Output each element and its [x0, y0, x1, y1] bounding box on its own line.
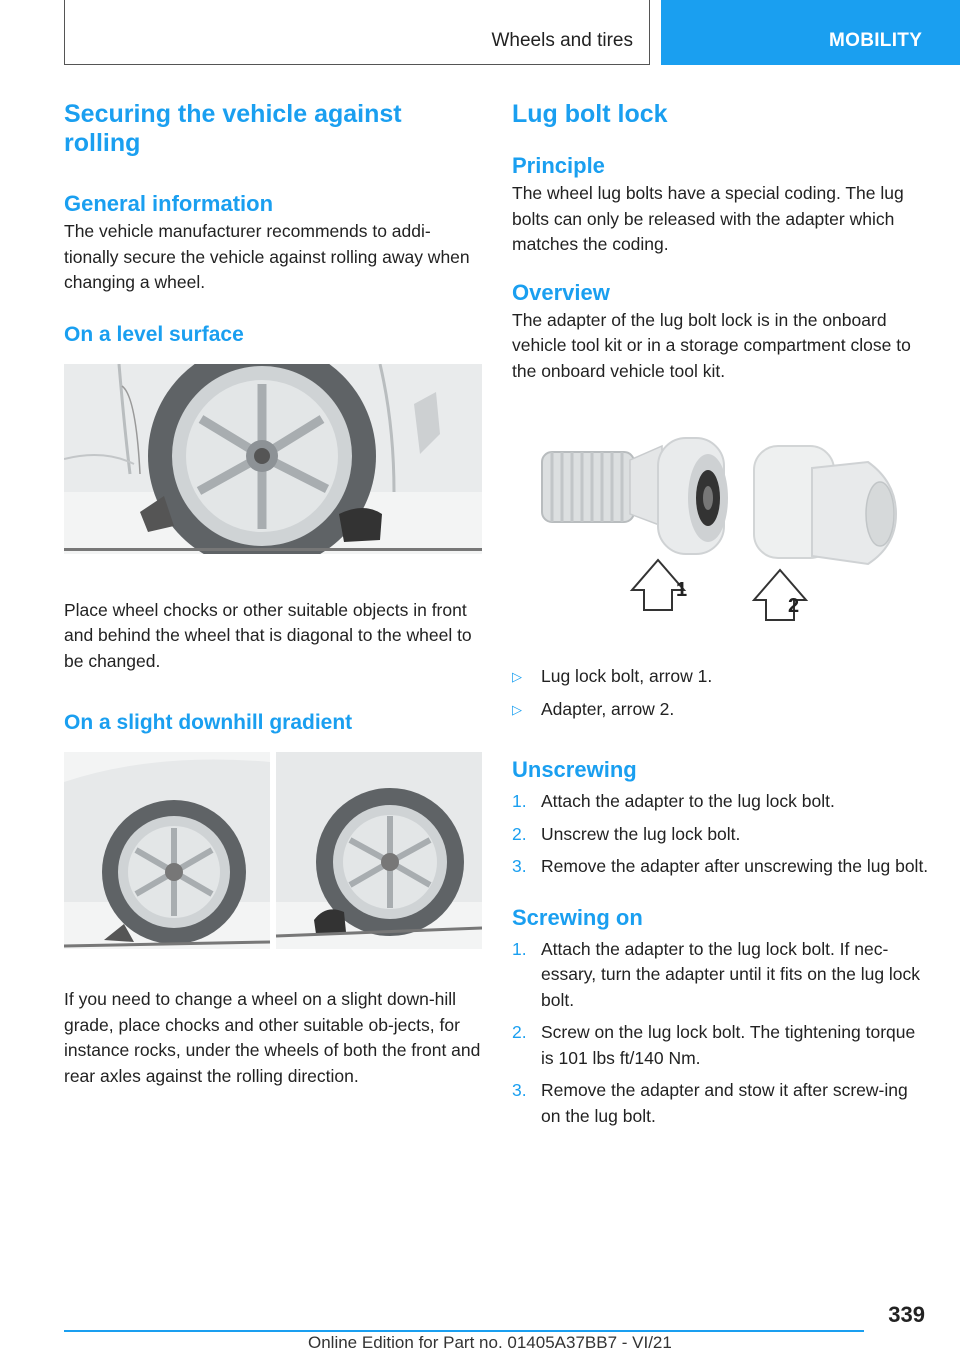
- lug-bolt-figure: [512, 428, 912, 624]
- list-item: 3. Remove the adapter after unscrewing the lug bolt.: [512, 856, 929, 876]
- header-chapter-title: MOBILITY: [829, 30, 923, 51]
- list-item: 2. Unscrew the lug lock bolt.: [512, 823, 741, 844]
- level-surface-figure: [64, 364, 482, 554]
- screwing-on-heading: Screwing on: [512, 904, 643, 930]
- downhill-chocks-illustration: [64, 752, 482, 949]
- unscrewing-heading: Unscrewing: [512, 757, 637, 782]
- overview-list: [512, 664, 932, 722]
- list-item: ▷ Lug lock bolt, arrow 1.: [512, 664, 932, 690]
- triangle-bullet-icon: ▷: [512, 701, 522, 717]
- principle-heading: Principle: [512, 153, 605, 178]
- general-information-heading: General information: [64, 191, 274, 216]
- securing-title: Securing the vehicle against rolling: [64, 100, 402, 157]
- overview-heading: Overview: [512, 279, 610, 305]
- list-item: 2. Screw on the lug lock bolt. The tightening torque is 101 lbs ft/140 Nm.: [512, 1022, 916, 1068]
- overview-text: The adapter of the lug bolt lock is in the onboard vehicle tool kit or in a storage compartment close to the onboard vehicle tool kit.: [512, 309, 911, 381]
- principle-text: The wheel lug bolts have a special coding. The lug bolts can only be released with the adapter which matches the coding.: [512, 183, 904, 254]
- header-chapter-tab: [661, 0, 960, 65]
- downhill-gradient-figure: [64, 752, 482, 949]
- general-information-text: The vehicle manufacturer recommends to addi‐tionally secure the vehicle against rolling away when changing a wheel.: [64, 221, 470, 292]
- lug-bolt-lock-title: Lug bolt lock: [512, 100, 668, 128]
- right-column: [512, 100, 932, 1129]
- downhill-gradient-text: If you need to change a wheel on a slight down‐hill grade, place chocks and other suitable ob‐jects, for instance rocks, under the wheels of both the front and rear axles against the rolling direction.: [64, 989, 481, 1086]
- downhill-gradient-heading: On a slight downhill gradient: [64, 711, 353, 734]
- list-item: 3. Remove the adapter and stow it after screw‐ing on the lug bolt.: [512, 1080, 908, 1126]
- list-item: ▷ Adapter, arrow 2.: [512, 697, 932, 723]
- level-surface-text: Place wheel chocks or other suitable objects in front and behind the wheel that is diagonal to the wheel to be changed.: [64, 599, 472, 671]
- unscrewing-steps: [512, 789, 932, 880]
- header-section-title: Wheels and tires: [491, 30, 633, 51]
- screwing-on-steps: [512, 937, 932, 1130]
- lug-bolt-adapter-illustration: [512, 428, 912, 624]
- triangle-bullet-icon: ▷: [512, 669, 522, 684]
- footer-divider: [64, 1330, 864, 1332]
- level-surface-heading: On a level surface: [64, 322, 244, 346]
- page-number: 339: [888, 1302, 925, 1327]
- arrow-label-2: 2: [788, 595, 800, 617]
- wheel-chock-illustration: [64, 364, 482, 554]
- list-item: 1. Attach the adapter to the lug lock bolt.: [512, 791, 835, 811]
- header-section-box: [64, 0, 650, 65]
- list-item: 1. Attach the adapter to the lug lock bolt. If nec‐essary, turn the adapter until it fits on the lug lock bolt.: [512, 938, 921, 1010]
- left-column: [64, 100, 482, 1089]
- arrow-label-1: 1: [676, 579, 688, 601]
- footer-edition-text: Online Edition for Part no. 01405A37BB7 - VI/21: [308, 1333, 672, 1352]
